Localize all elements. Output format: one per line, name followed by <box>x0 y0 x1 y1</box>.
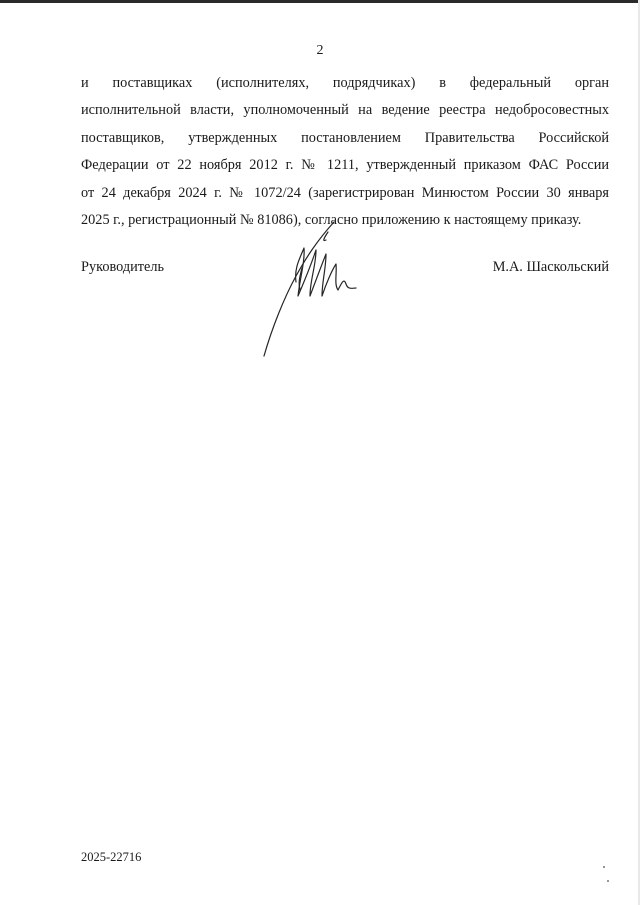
handwritten-signature <box>258 218 368 360</box>
body-paragraph <box>81 70 609 234</box>
body-line: поставщиков, утвержденных постановлением Правительства Российской <box>81 129 609 146</box>
body-line: Федерации от 22 ноября 2012 г. № 1211, утвержденный приказом ФАС России <box>81 157 609 174</box>
scan-speck <box>607 880 609 882</box>
signer-position: Руководитель <box>81 259 165 275</box>
scan-top-edge <box>0 0 640 3</box>
document-code: 2025-22716 <box>81 850 142 864</box>
scan-speck <box>603 866 605 868</box>
body-line: и поставщиках (исполнителях, подрядчиках) в федеральный орган <box>81 75 609 91</box>
signer-name: М.А. Шаскольский <box>492 259 609 275</box>
page-number: 2 <box>316 43 324 58</box>
body-line: от 24 декабря 2024 г. № 1072/24 (зарегистрирован Минюстом России 30 января <box>81 184 609 201</box>
body-line: исполнительной власти, уполномоченный на ведение реестра недобросовестных <box>81 102 609 119</box>
body-line: 2025 г., регистрационный № 81086), согласно приложению к настоящему приказу. <box>81 212 582 229</box>
